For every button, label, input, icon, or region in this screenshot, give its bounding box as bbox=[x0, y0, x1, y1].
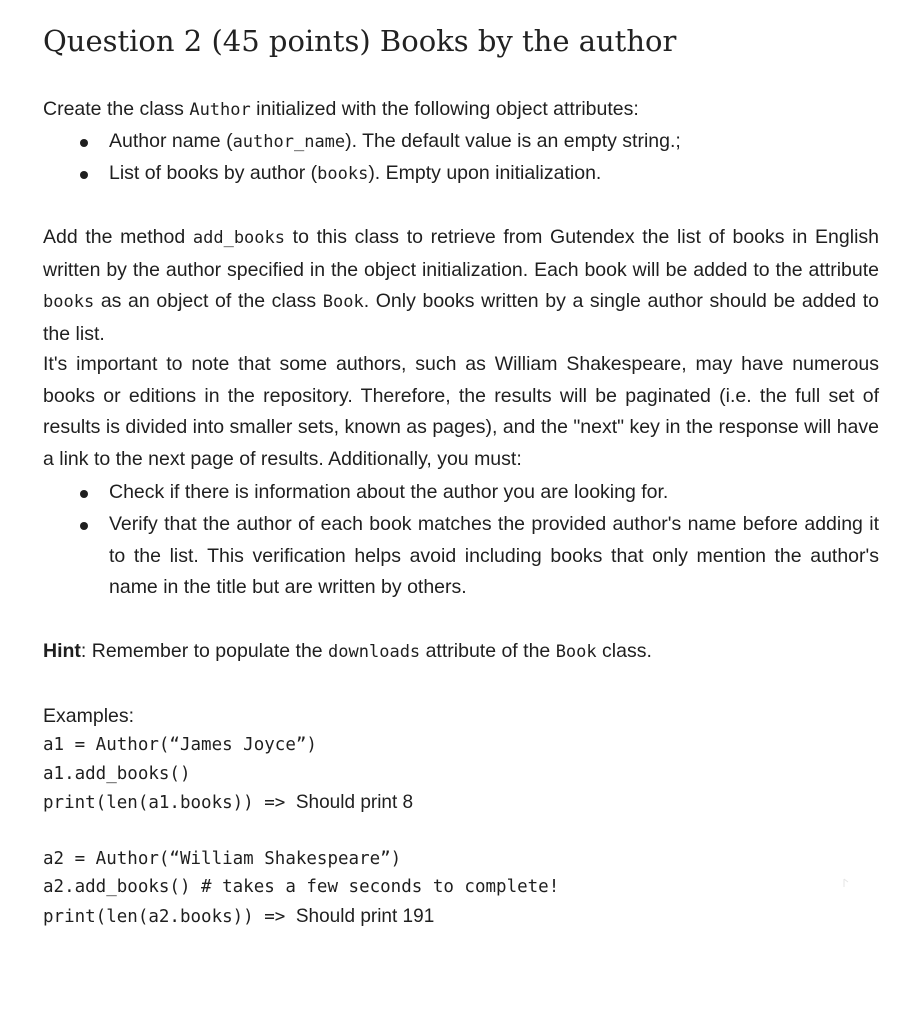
add-books-code: add_books bbox=[192, 228, 285, 248]
intro-text: Create the class Author initialized with the following object attributes: bbox=[43, 98, 639, 120]
example1-line2: a1.add_books() bbox=[43, 764, 191, 784]
hint-text: Hint: Remember to populate the downloads attribute of the Book class. bbox=[43, 640, 652, 662]
attribute-item-author-name: Author name (author_name). The default value is an empty string.; bbox=[109, 126, 879, 159]
example1-line1: a1 = Author(“James Joyce”) bbox=[43, 735, 317, 755]
cursor-mark-icon bbox=[843, 878, 849, 888]
example2-line3: print(len(a2.books)) => Should print 191 bbox=[43, 906, 435, 927]
pagination-paragraph: It's important to note that some authors, such as William Shakespeare, may have numerous books or editions in the repository. Therefore, the results will be paginated (i.e. the full set of results is divided into smaller sets, known as pages), and the "next" key in the response will have a link to the next page of results. Additionally, you must: bbox=[43, 353, 879, 471]
examples-label: Examples: bbox=[43, 705, 135, 727]
attribute-item-books: List of books by author (books). Empty upon initialization. bbox=[109, 158, 879, 191]
example2-line1: a2 = Author(“William Shakespeare”) bbox=[43, 849, 402, 869]
requirement-item: Verify that the author of each book matches the provided author's name before adding it to the list. This verification helps avoid including books that only mention the author's name in the title but are written by others. bbox=[109, 509, 879, 604]
example1-line3: print(len(a1.books)) => Should print 8 bbox=[43, 792, 414, 813]
requirement-item: Check if there is information about the author you are looking for. bbox=[109, 477, 879, 509]
method-paragraph: Add the method add_books to this class to retrieve from Gutendex the list of books in English written by the author specified in the object initialization. Each book will be added to the attribute books as an object of the class Book. Only books written by a single author should be added to the list. bbox=[43, 226, 879, 346]
hint-label: Hint bbox=[43, 640, 81, 662]
example2-line2: a2.add_books() # takes a few seconds to complete! bbox=[43, 877, 560, 897]
author-class-code: Author bbox=[189, 100, 251, 120]
question-title: Question 2 (45 points) Books by the author bbox=[43, 24, 677, 58]
